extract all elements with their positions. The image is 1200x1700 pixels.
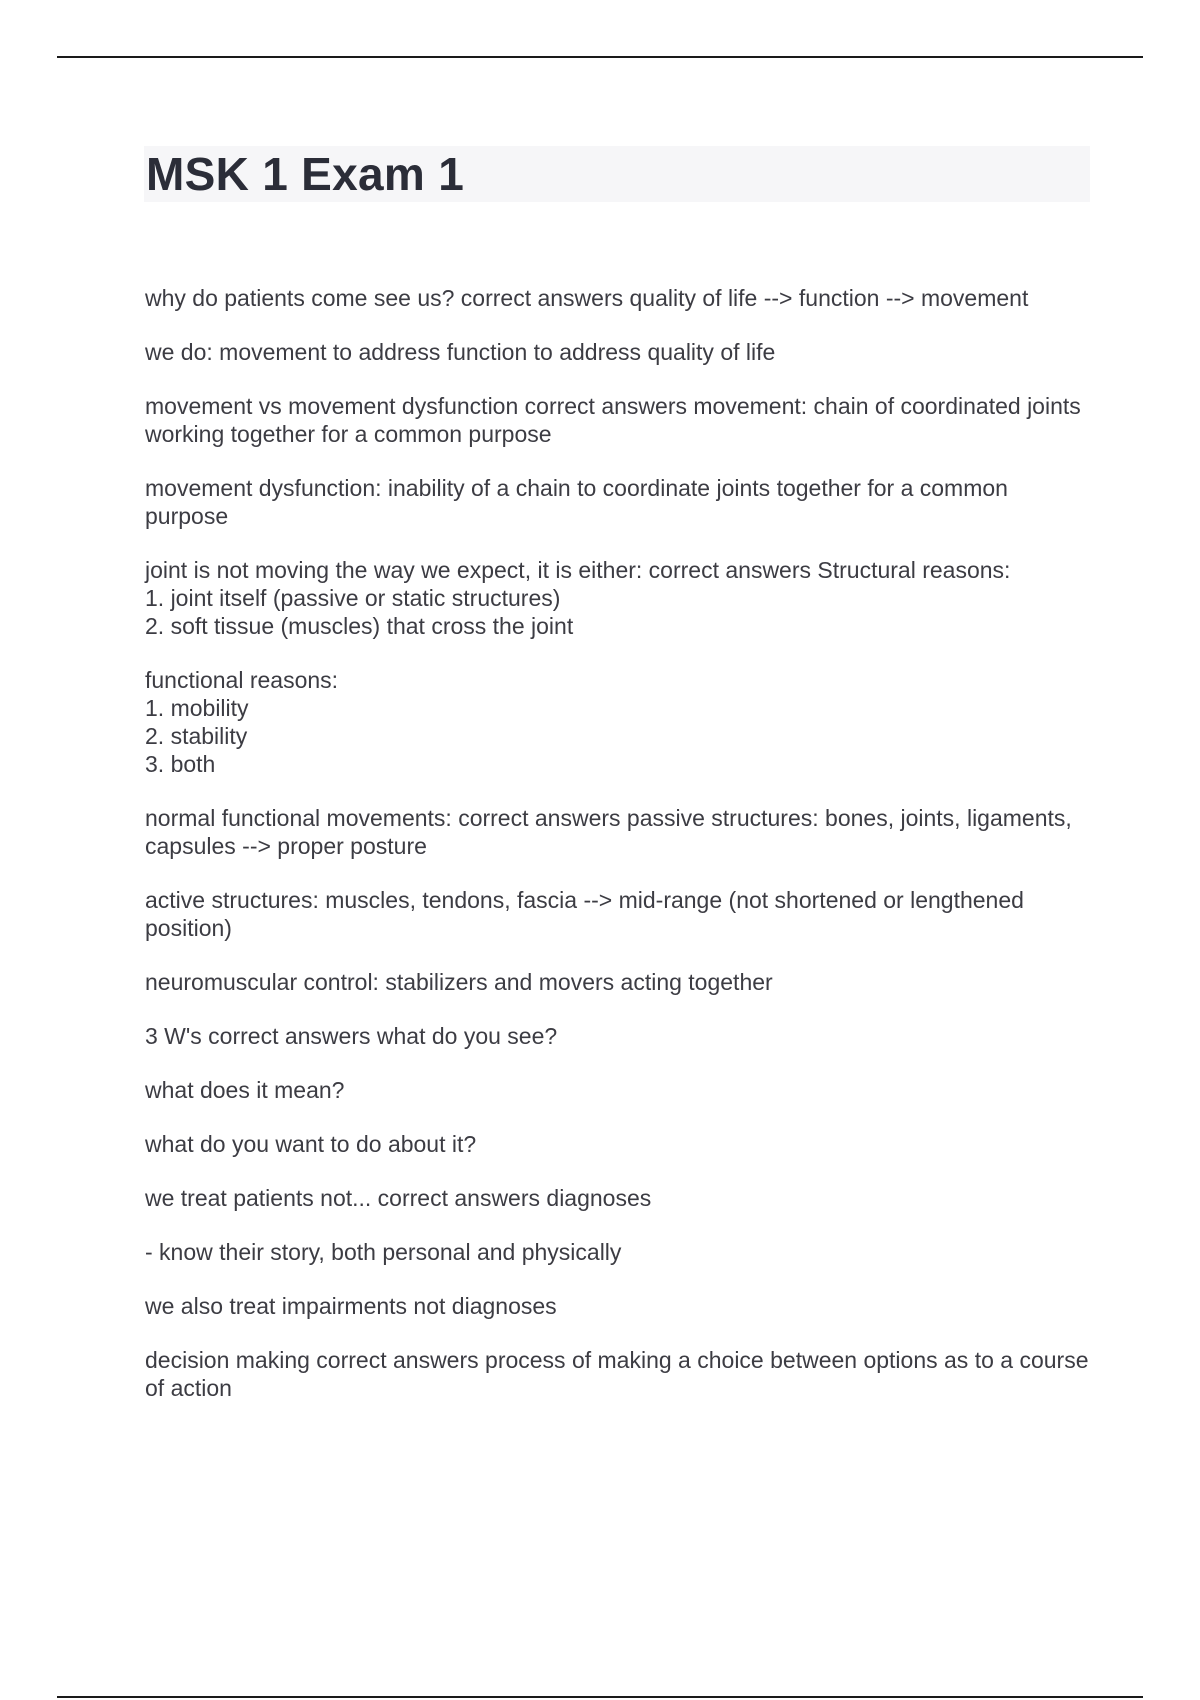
- document-body: [145, 284, 1095, 1428]
- paragraph: - know their story, both personal and physically: [145, 1239, 622, 1265]
- paragraph: decision making correct answers process of making a choice between options as to a course of action: [145, 1347, 1089, 1401]
- paragraph: joint is not moving the way we expect, it is either: correct answers Structural reasons: 1. joint itself (passive or static structures) 2. soft tissue (muscles) that cross the joint: [145, 557, 1011, 639]
- paragraph: we do: movement to address function to address quality of life: [145, 339, 776, 365]
- paragraph: why do patients come see us? correct answers quality of life --> function --> movement: [145, 285, 1029, 311]
- paragraph: neuromuscular control: stabilizers and movers acting together: [145, 969, 773, 995]
- page-title: MSK 1 Exam 1: [146, 148, 465, 200]
- paragraph: what does it mean?: [145, 1077, 345, 1103]
- paragraph: normal functional movements: correct answers passive structures: bones, joints, ligaments, capsules --> proper posture: [145, 805, 1072, 859]
- paragraph: movement dysfunction: inability of a chain to coordinate joints together for a common purpose: [145, 475, 1008, 529]
- paragraph: we treat patients not... correct answers diagnoses: [145, 1185, 652, 1211]
- paragraph: 3 W's correct answers what do you see?: [145, 1023, 558, 1049]
- top-divider: [57, 56, 1143, 58]
- paragraph: functional reasons: 1. mobility 2. stability 3. both: [145, 667, 339, 777]
- paragraph: movement vs movement dysfunction correct answers movement: chain of coordinated joints working together for a common purpose: [145, 393, 1081, 447]
- bottom-divider: [57, 1696, 1143, 1698]
- paragraph: what do you want to do about it?: [145, 1131, 477, 1157]
- paragraph: active structures: muscles, tendons, fascia --> mid-range (not shortened or lengthened position): [145, 887, 1024, 941]
- paragraph: we also treat impairments not diagnoses: [145, 1293, 557, 1319]
